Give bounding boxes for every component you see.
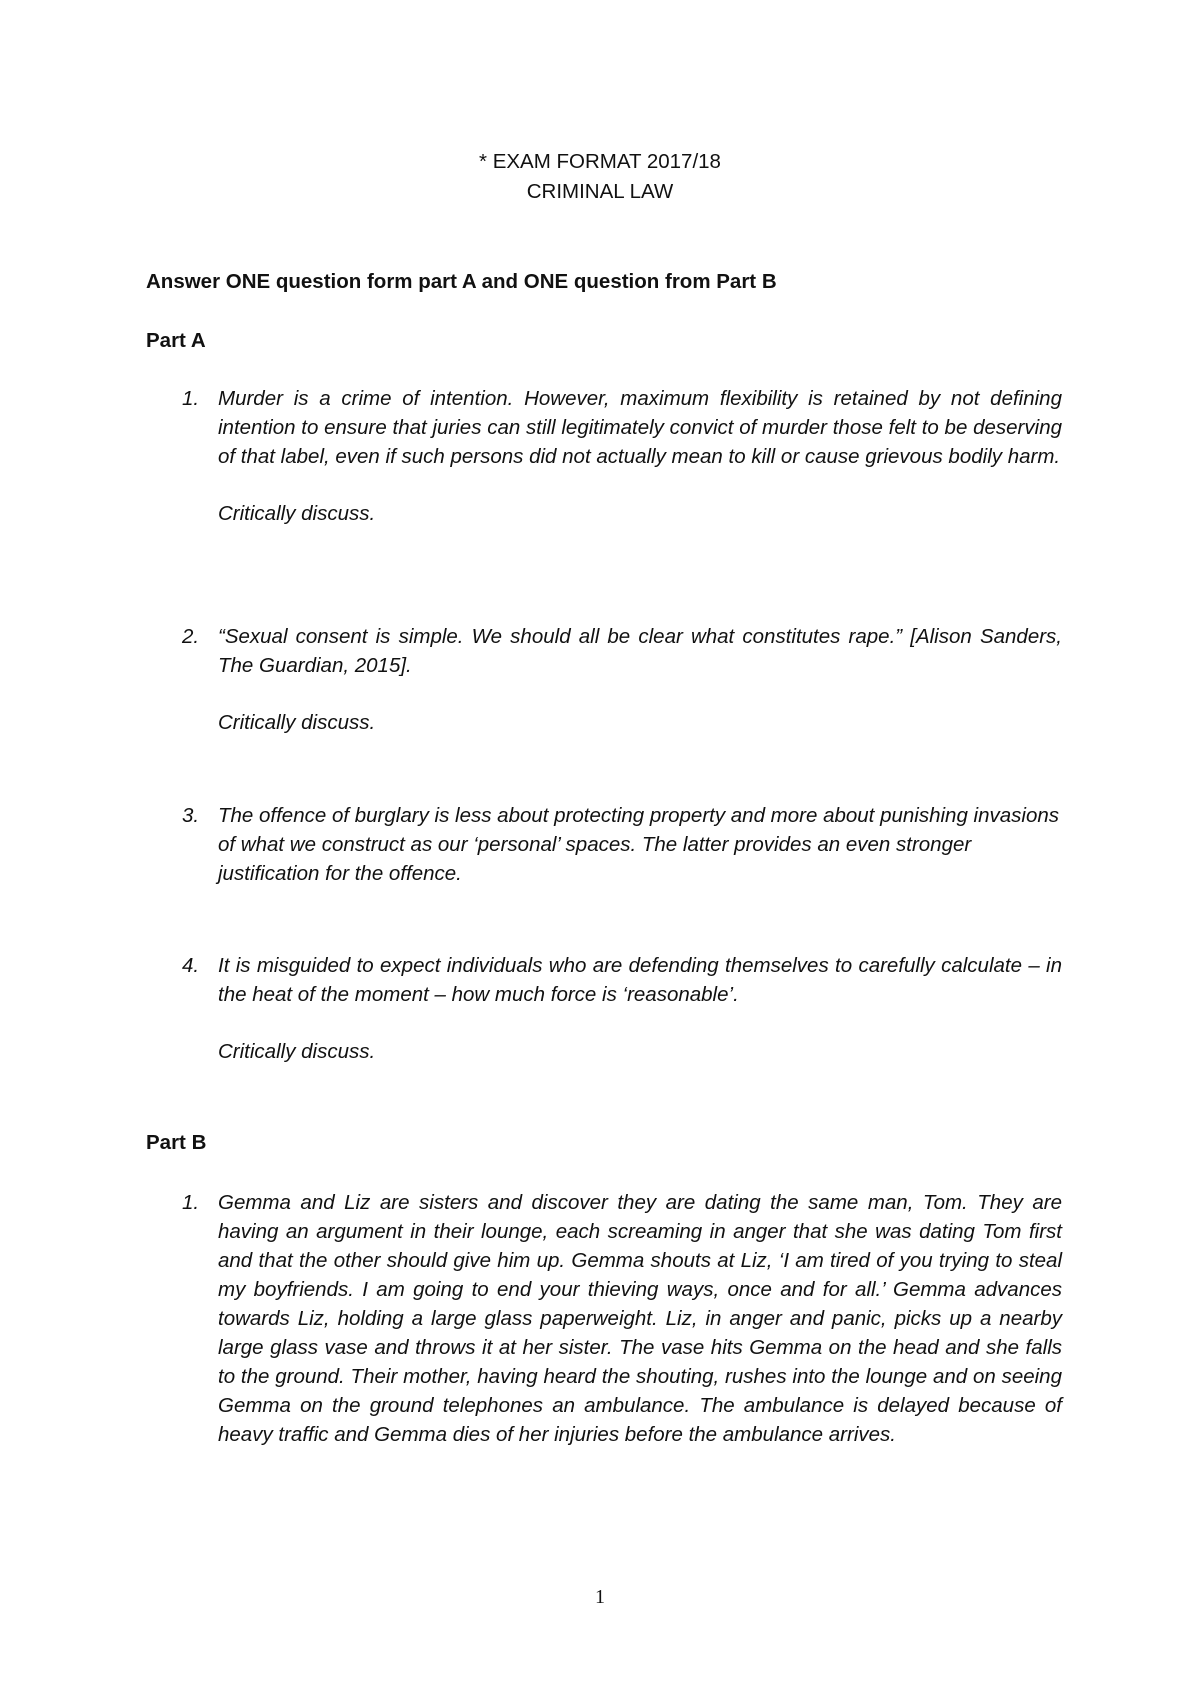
question-number: 4. [182, 954, 200, 977]
question-text: Murder is a crime of intention. However, maximum flexibility is retained by not defining intention to ensure that juries can still legitimately convict of murder those felt to be deserving of that label, even if such persons did not actually mean to kill or cause grievous bodily harm. [218, 387, 1062, 468]
part-a-question-4 [182, 951, 1062, 1066]
exam-format-title: * EXAM FORMAT 2017/18 [479, 150, 721, 173]
page-number: 1 [595, 1586, 605, 1608]
exam-instruction: Answer ONE question form part A and ONE question from Part B [146, 270, 777, 293]
question-instruction: Critically discuss. [218, 502, 376, 525]
subject-title: CRIMINAL LAW [526, 180, 674, 203]
question-instruction: Critically discuss. [218, 711, 376, 734]
question-text: It is misguided to expect individuals who are defending themselves to carefully calculate – in the heat of the moment – how much force is ‘reasonable’. [218, 954, 1062, 1006]
question-number: 1. [182, 1191, 200, 1214]
part-b-heading: Part B [146, 1131, 207, 1154]
question-text: “Sexual consent is simple. We should all be clear what constitutes rape.” [Alison Sanders, The Guardian, 2015]. [218, 625, 1062, 677]
question-number: 3. [182, 804, 200, 827]
question-number: 2. [182, 625, 200, 648]
part-a-question-1 [182, 384, 1062, 528]
exam-title [0, 147, 1200, 207]
part-a-heading: Part A [146, 329, 206, 352]
part-b-question-1 [182, 1188, 1062, 1449]
question-number: 1. [182, 387, 200, 410]
question-text: The offence of burglary is less about protecting property and more about punishing invasions of what we construct as our ‘personal’ spaces. The latter provides an even stronger justification for the offence. [218, 804, 1060, 885]
question-text: Gemma and Liz are sisters and discover they are dating the same man, Tom. They are having an argument in their lounge, each screaming in anger that she was dating Tom first and that the other should give him up. Gemma shouts at Liz, ‘I am tired of you trying to steal my boyfriends. I am going to end your thieving ways, once and for all.’ Gemma advances towards Liz, holding a large glass paperweight. Liz, in anger and panic, picks up a nearby large glass vase and throws it at her sister. The vase hits Gemma on the head and she falls to the ground. Their mother, having heard the shouting, rushes into the lounge and on seeing Gemma on the ground telephones an ambulance. The ambulance is delayed because of heavy traffic and Gemma dies of her injuries before the ambulance arrives. [218, 1191, 1062, 1446]
part-a-question-2 [182, 622, 1062, 737]
question-instruction: Critically discuss. [218, 1040, 376, 1063]
part-a-question-3 [182, 801, 1062, 888]
